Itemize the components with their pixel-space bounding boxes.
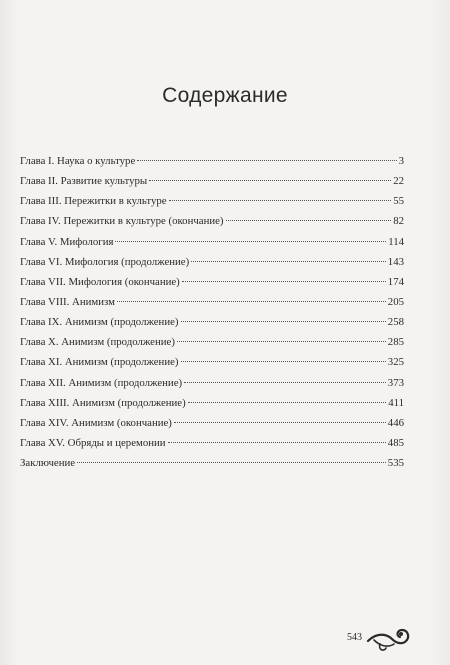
- toc-entry-page: 411: [388, 396, 404, 409]
- toc-entry-page: 258: [387, 316, 404, 329]
- toc-row: [20, 453, 404, 473]
- toc-row: [20, 171, 404, 191]
- toc-entry-page: 55: [393, 195, 404, 208]
- toc-entry-label: Глава V. Мифология: [20, 235, 114, 248]
- toc-dot-leader: [169, 200, 392, 201]
- table-of-contents: [20, 151, 404, 473]
- toc-dot-leader: [117, 301, 386, 302]
- toc-entry-page: 3: [398, 155, 404, 167]
- toc-row: [20, 393, 404, 413]
- toc-entry-label: Глава XIV. Анимизм (окончание): [20, 416, 172, 429]
- toc-dot-leader: [149, 180, 391, 181]
- toc-entry-page: 485: [387, 436, 404, 449]
- toc-row: [20, 373, 404, 393]
- toc-entry-label: Глава X. Анимизм (продолжение): [20, 336, 175, 349]
- toc-dot-leader: [177, 341, 386, 342]
- toc-entry-label: Заключение: [20, 457, 76, 470]
- toc-entry-page: 535: [387, 457, 404, 470]
- toc-entry-page: 446: [387, 416, 404, 429]
- floral-swirl-icon: [366, 624, 416, 654]
- toc-entry-page: 114: [388, 235, 404, 248]
- page-number: 543: [347, 632, 362, 643]
- toc-dot-leader: [137, 160, 396, 161]
- toc-row: [20, 332, 404, 352]
- toc-entry-label: Глава I. Наука о культуре: [20, 155, 136, 167]
- toc-entry-label: Глава XII. Анимизм (продолжение): [20, 376, 183, 389]
- toc-row: [20, 232, 404, 252]
- toc-entry-label: Глава III. Пережитки в культуре: [20, 195, 167, 208]
- toc-entry-page: 373: [387, 376, 404, 389]
- toc-dot-leader: [191, 261, 386, 262]
- toc-dot-leader: [188, 402, 387, 403]
- toc-entry-page: 285: [387, 336, 404, 349]
- toc-dot-leader: [181, 321, 386, 322]
- toc-entry-page: 205: [387, 295, 404, 308]
- toc-dot-leader: [226, 220, 392, 221]
- toc-row: [20, 413, 404, 433]
- toc-dot-leader: [182, 281, 386, 282]
- toc-row: [20, 292, 404, 312]
- toc-dot-leader: [181, 361, 386, 362]
- toc-row: [20, 312, 404, 332]
- toc-entry-page: 143: [387, 255, 404, 268]
- toc-entry-label: Глава XV. Обряды и церемонии: [20, 436, 166, 449]
- toc-entry-label: Глава XIII. Анимизм (продолжение): [20, 396, 186, 409]
- toc-dot-leader: [77, 462, 386, 463]
- toc-dot-leader: [174, 422, 386, 423]
- toc-row: [20, 151, 404, 171]
- toc-entry-page: 82: [393, 215, 404, 228]
- toc-row: [20, 252, 404, 272]
- toc-dot-leader: [168, 442, 386, 443]
- toc-row: [20, 211, 404, 231]
- toc-entry-label: Глава II. Развитие культуры: [20, 175, 148, 188]
- toc-dot-leader: [184, 382, 386, 383]
- toc-entry-label: Глава IV. Пережитки в культуре (окончание): [20, 215, 224, 228]
- toc-entry-page: 174: [387, 275, 404, 288]
- toc-row: [20, 433, 404, 453]
- toc-entry-label: Глава VI. Мифология (продолжение): [20, 255, 190, 268]
- toc-entry-label: Глава IX. Анимизм (продолжение): [20, 316, 179, 329]
- toc-row: [20, 352, 404, 372]
- toc-entry-page: 22: [393, 175, 404, 188]
- toc-row: [20, 191, 404, 211]
- toc-entry-page: 325: [387, 356, 404, 369]
- toc-entry-label: Глава VIII. Анимизм: [20, 295, 115, 308]
- toc-entry-label: Глава VII. Мифология (окончание): [20, 275, 180, 288]
- toc-dot-leader: [115, 241, 386, 242]
- toc-entry-label: Глава XI. Анимизм (продолжение): [20, 356, 179, 369]
- page-title: Содержание: [162, 84, 288, 107]
- toc-row: [20, 272, 404, 292]
